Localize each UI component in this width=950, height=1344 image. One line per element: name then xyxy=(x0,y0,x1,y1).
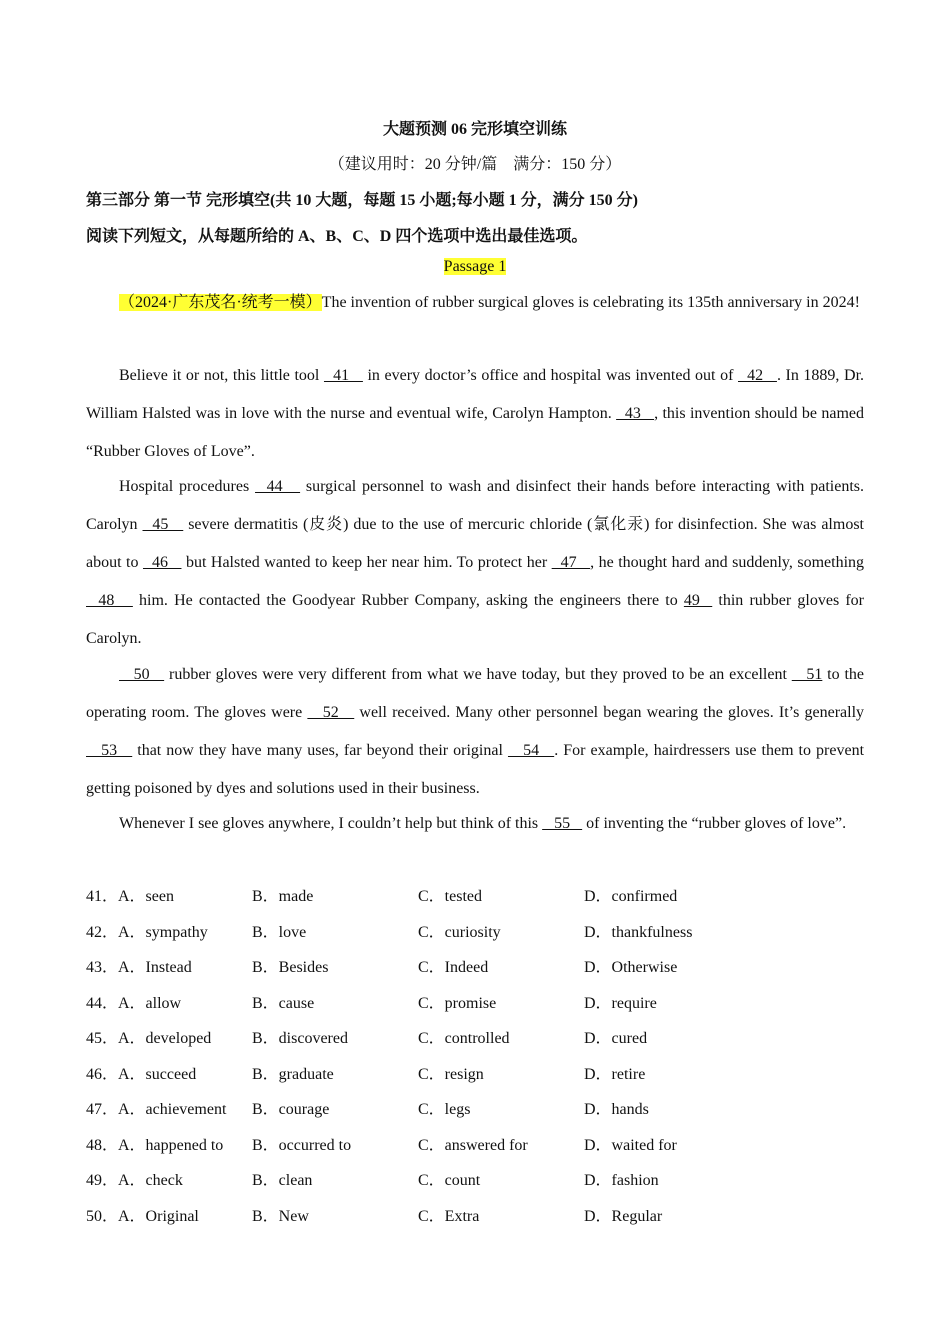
option-d: D．cured xyxy=(584,1030,648,1047)
blank-43: 43 xyxy=(616,405,655,422)
option-c: C．curiosity xyxy=(418,923,501,941)
option-d: D．thankfulness xyxy=(584,923,693,941)
option-c: C．tested xyxy=(418,888,482,905)
option-c: C．Extra xyxy=(418,1207,480,1225)
option-d: D．hands xyxy=(584,1101,649,1118)
blank-48: 48 xyxy=(86,592,133,609)
source-tag: （2024·广东茂名·统考一模） xyxy=(119,294,322,311)
option-row-41 xyxy=(86,879,864,915)
option-a: 49．A．check xyxy=(86,1172,183,1189)
paragraph-text: in every doctor’s office and hospital was invented out of xyxy=(362,367,738,384)
paragraph-text: , he thought hard and suddenly, something xyxy=(590,554,865,571)
blank-44: 44 xyxy=(255,478,301,495)
paragraph-text: him. He contacted the Goodyear Rubber Company, asking the engineers there to xyxy=(132,592,684,609)
option-row-48 xyxy=(86,1128,864,1164)
passage-paragraph-2 xyxy=(86,357,864,471)
paragraph-text: but Halsted wanted to keep her near him. To protect her xyxy=(181,554,552,571)
section-heading: 第三部分 第一节 完形填空(共 10 大题，每题 15 小题;每小题 1 分，满分 150 分) xyxy=(86,192,638,209)
passage-label xyxy=(86,258,864,276)
paragraph-text: Believe it or not, this little tool xyxy=(119,367,324,384)
blank-46: 46 xyxy=(142,554,182,571)
option-b: B．courage xyxy=(252,1101,330,1118)
option-a: 42．A．sympathy xyxy=(86,923,208,941)
paragraph-text: of inventing the “rubber gloves of love”. xyxy=(582,815,847,832)
option-d: D．waited for xyxy=(584,1136,677,1154)
passage-paragraph-3 xyxy=(86,468,864,658)
option-a: 48．A．happened to xyxy=(86,1136,224,1154)
option-a: 43．A．Instead xyxy=(86,959,192,976)
option-b: B．occurred to xyxy=(252,1136,352,1154)
blank-54: 54 xyxy=(507,742,555,759)
paragraph-text: well received. Many other personnel began wearing the gloves. It’s generally xyxy=(354,704,865,721)
option-b: B．graduate xyxy=(252,1065,334,1083)
paragraph-text: surgical personnel to wash and disinfect their hands before interacting with patients. Carolyn xyxy=(86,478,865,533)
paragraph-text: The invention of rubber surgical gloves is celebrating its 135th anniversary in 2024! xyxy=(321,294,860,311)
option-b: B．Besides xyxy=(252,959,329,976)
option-row-46 xyxy=(86,1057,864,1093)
page-subtitle: （建议用时：20 分钟/篇 满分：150 分） xyxy=(328,156,622,173)
blank-47: 47 xyxy=(551,554,591,571)
option-row-49 xyxy=(86,1163,864,1199)
option-c: C．count xyxy=(418,1172,481,1189)
option-b: B．clean xyxy=(252,1172,313,1189)
blank-41: 41 xyxy=(323,367,363,384)
option-row-44 xyxy=(86,986,864,1022)
blank-52: 52 xyxy=(307,704,355,721)
option-a: 50．A．Original xyxy=(86,1207,199,1225)
option-c: C．promise xyxy=(418,994,497,1012)
blank-51: 51 xyxy=(791,666,823,683)
blank-55: 55 xyxy=(542,815,583,832)
option-row-45 xyxy=(86,1021,864,1057)
option-d: D．require xyxy=(584,994,657,1012)
paragraph-text: severe dermatitis (皮炎) due to the use of mercuric chloride (氯化汞) for disinfection. She was almost about to xyxy=(86,516,864,571)
option-a: 44．A．allow xyxy=(86,994,182,1012)
option-row-47 xyxy=(86,1092,864,1128)
option-a: 46．A．succeed xyxy=(86,1065,197,1083)
paragraph-text: that now they have many uses, far beyond their original xyxy=(132,742,508,759)
option-b: B．cause xyxy=(252,994,315,1012)
blank-53: 53 xyxy=(86,742,133,759)
option-d: D．confirmed xyxy=(584,888,678,905)
option-c: C．Indeed xyxy=(418,959,489,976)
option-b: B．discovered xyxy=(252,1030,348,1047)
option-row-43 xyxy=(86,950,864,986)
option-d: D．Regular xyxy=(584,1207,663,1225)
blank-49: 49 xyxy=(683,592,713,609)
option-a: 45．A．developed xyxy=(86,1030,212,1047)
option-b: B．New xyxy=(252,1207,309,1225)
instruction-text: 阅读下列短文，从每题所给的 A、B、C、D 四个选项中选出最佳选项。 xyxy=(86,228,588,245)
option-a: 47．A．achievement xyxy=(86,1101,227,1118)
option-b: B．made xyxy=(252,888,314,905)
option-d: D．fashion xyxy=(584,1172,659,1189)
paragraph-text: rubber gloves were very different from what we have today, but they proved to be an excellent xyxy=(164,666,792,683)
option-row-42 xyxy=(86,915,864,951)
paragraph-text: to the operating room. The gloves were xyxy=(86,666,865,721)
option-c: C．answered for xyxy=(418,1136,528,1154)
page-title: 大题预测 06 完形填空训练 xyxy=(382,121,567,138)
paragraph-text: . For example, hairdressers use them to prevent getting poisoned by dyes and solutions used in their business. xyxy=(86,742,865,797)
paragraph-text: Whenever I see gloves anywhere, I couldn’t help but think of this xyxy=(119,815,543,832)
option-b: B．love xyxy=(252,923,307,941)
paragraph-text: Hospital procedures xyxy=(119,478,256,495)
option-d: D．Otherwise xyxy=(584,959,678,976)
options-list xyxy=(86,879,864,1234)
passage-paragraph-5 xyxy=(86,805,864,843)
passage-label-text: Passage 1 xyxy=(443,258,507,275)
passage-paragraph-1 xyxy=(86,284,864,322)
option-c: C．legs xyxy=(418,1101,471,1118)
option-row-50 xyxy=(86,1199,864,1235)
paragraph-text: . In 1889, Dr. William Halsted was in love with the nurse and eventual wife, Carolyn Hampton. xyxy=(86,367,865,422)
option-c: C．controlled xyxy=(418,1030,510,1047)
option-a: 41．A．seen xyxy=(86,888,174,905)
blank-45: 45 xyxy=(142,516,184,533)
option-c: C．resign xyxy=(418,1065,484,1083)
paragraph-text: thin rubber gloves for Carolyn. xyxy=(86,592,864,647)
option-d: D．retire xyxy=(584,1065,646,1083)
passage-paragraph-4 xyxy=(86,656,864,808)
paragraph-text: , this invention should be named “Rubber Gloves of Love”. xyxy=(86,405,865,460)
blank-50: 50 xyxy=(119,666,165,683)
blank-42: 42 xyxy=(738,367,777,384)
